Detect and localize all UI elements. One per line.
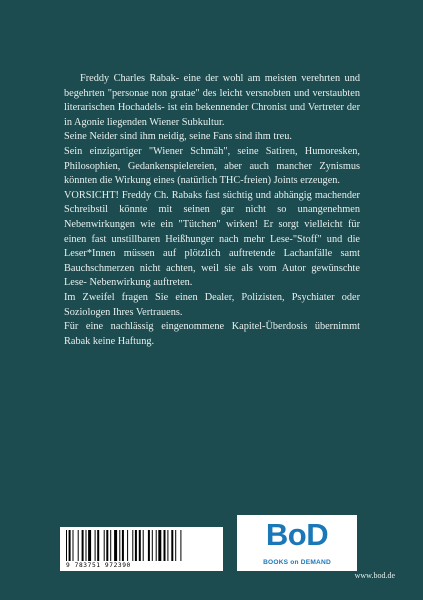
blurb-paragraph: Im Zweifel fragen Sie einen Dealer, Polizisten, Psychiater oder Soziologen Ihres Vertrauens. bbox=[64, 291, 360, 318]
barcode-bar bbox=[82, 530, 84, 561]
barcode-bar bbox=[114, 530, 117, 561]
isbn-digits: 9 783751 972390 bbox=[66, 562, 131, 569]
back-cover-blurb bbox=[64, 72, 360, 349]
barcode-bar bbox=[122, 530, 124, 561]
blurb-paragraph: Freddy Charles Rabak- eine der wohl am meisten verehrten und begehrten "personae non gratae" des leicht versnobten und verstaubten literarischen Hochadels- ist ein bekennender Chronist und Vertreter der in Agonie liegenden Wiener Subkultur. bbox=[64, 73, 360, 128]
barcode-bar bbox=[86, 530, 87, 561]
barcode-bar bbox=[156, 530, 157, 561]
publisher-website: www.bod.de bbox=[354, 571, 395, 580]
barcode-bar bbox=[135, 530, 137, 561]
isbn-barcode bbox=[60, 527, 223, 571]
bod-logo-mark: BoD bbox=[265, 517, 329, 552]
barcode-bar bbox=[110, 530, 111, 561]
barcode-bar bbox=[132, 530, 133, 561]
blurb-paragraph: Seine Neider sind ihm neidig, seine Fans sind ihm treu. bbox=[64, 131, 292, 143]
barcode-bar bbox=[73, 530, 74, 561]
barcode-bar bbox=[175, 530, 176, 561]
blurb-paragraph: Für eine nachlässig eingenommene Kapitel-Überdosis übernimmt Rabak keine Haftung. bbox=[64, 321, 360, 347]
barcode-bar bbox=[95, 530, 96, 561]
barcode-bar bbox=[143, 530, 144, 561]
barcode-bar bbox=[158, 530, 161, 561]
barcode-bar bbox=[69, 530, 71, 561]
barcode-bar bbox=[66, 530, 67, 561]
barcode-bar bbox=[148, 530, 150, 561]
barcode-bar bbox=[78, 530, 79, 561]
blurb-paragraph: VORSICHT! Freddy Ch. Rabaks fast süchtig und abhängig machender Schreibstil könnte mit seinen gar nicht so unangenehmen Nebenwirkungen wie ein "Tütchen" wirken! Er sorgt vielleicht für einen fast unstillbaren Heißhunger nach mehr Lese-"Stoff" und die Leser*Innen müssen auf plötzlich auftretende Lachanfälle samt Bauchschmerzen nicht achten, weil sie als vom Autor gewünschte Lese- Nebenwirkung auftreten. bbox=[64, 189, 360, 289]
bod-logo-tagline: BOOKS on DEMAND bbox=[263, 559, 331, 566]
barcode-bar bbox=[88, 530, 91, 561]
barcode-bar bbox=[180, 530, 181, 561]
barcode-bar bbox=[171, 530, 173, 561]
barcode-bar bbox=[139, 530, 141, 561]
publisher-logo bbox=[237, 515, 357, 571]
blurb-paragraph: Sein einzigartiger "Wiener Schmäh", seine Satiren, Humoresken, Philosophien, Gedankenspielereien, aber auch mancher Zynismus könnten die Wirkung eines (natürlich THC-freien) Joints erzeugen. bbox=[64, 145, 360, 187]
barcode-bar bbox=[104, 530, 105, 561]
barcode-bar bbox=[167, 530, 168, 561]
barcode-bars bbox=[66, 530, 217, 561]
barcode-bar bbox=[127, 530, 128, 561]
barcode-bar bbox=[119, 530, 120, 561]
barcode-bar bbox=[106, 530, 108, 561]
barcode-bar bbox=[152, 530, 153, 561]
barcode-bar bbox=[97, 530, 99, 561]
barcode-bar bbox=[164, 530, 166, 561]
